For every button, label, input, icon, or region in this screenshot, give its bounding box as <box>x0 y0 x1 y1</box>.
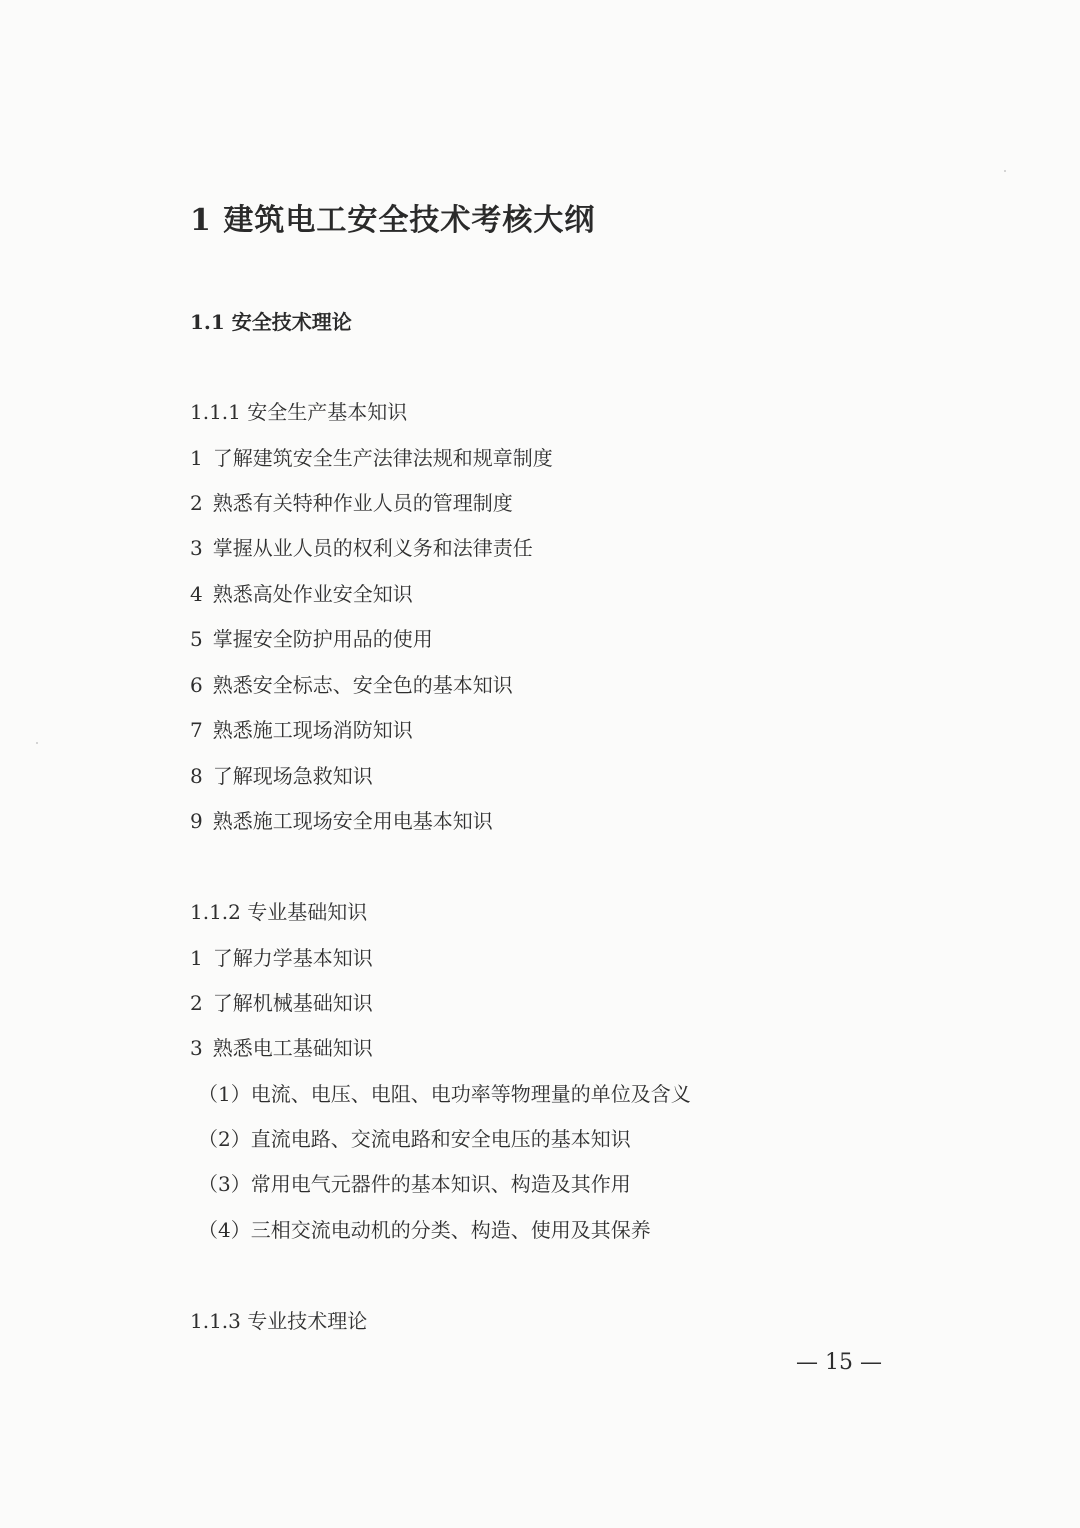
list-item <box>190 533 533 563</box>
list-item <box>190 1033 373 1063</box>
list-item-text: 掌握安全防护用品的使用 <box>212 627 433 651</box>
page-number: — 15 — <box>796 1350 882 1375</box>
list-item-number: 2 <box>190 491 203 515</box>
list-item-number: 9 <box>190 809 203 833</box>
page-title: 1 建筑电工安全技术考核大纲 <box>190 203 596 238</box>
scan-speck <box>36 742 38 744</box>
subsection-heading-1-1-3: 1.1.3 专业技术理论 <box>190 1309 368 1333</box>
list-item-text: 熟悉有关特种作业人员的管理制度 <box>212 491 513 515</box>
list-item-text: 了解现场急救知识 <box>212 764 373 788</box>
list-item <box>190 988 373 1018</box>
list-item-text: 了解建筑安全生产法律法规和规章制度 <box>212 446 553 470</box>
list-item-number: 8 <box>190 764 203 788</box>
list-item <box>190 488 513 518</box>
list-item <box>190 761 373 791</box>
list-item-text: 熟悉施工现场消防知识 <box>212 718 413 742</box>
list-item <box>190 624 433 654</box>
list-item-text: 了解机械基础知识 <box>212 991 373 1015</box>
sub-list-item: （4）三相交流电动机的分类、构造、使用及其保养 <box>198 1218 651 1242</box>
list-item-text: 掌握从业人员的权利义务和法律责任 <box>212 536 533 560</box>
sub-list-item: （3）常用电气元器件的基本知识、构造及其作用 <box>198 1172 631 1196</box>
sub-list-item: （2）直流电路、交流电路和安全电压的基本知识 <box>198 1127 631 1151</box>
list-item <box>190 579 413 609</box>
list-item-text: 熟悉高处作业安全知识 <box>212 582 413 606</box>
scan-speck <box>1004 170 1006 172</box>
list-item-text: 熟悉电工基础知识 <box>212 1036 373 1060</box>
subsection-heading-1-1-1: 1.1.1 安全生产基本知识 <box>190 400 408 424</box>
subsection-heading-1-1-2: 1.1.2 专业基础知识 <box>190 900 368 924</box>
list-item <box>190 670 513 700</box>
list-item-number: 3 <box>190 1036 203 1060</box>
list-item-number: 1 <box>190 446 203 470</box>
list-item-text: 了解力学基本知识 <box>212 946 373 970</box>
list-item <box>190 806 493 836</box>
list-item <box>190 943 373 973</box>
list-item-number: 1 <box>190 946 203 970</box>
list-item-number: 5 <box>190 627 203 651</box>
list-item <box>190 443 553 473</box>
list-item <box>190 715 413 745</box>
list-item-number: 6 <box>190 673 203 697</box>
list-item-text: 熟悉施工现场安全用电基本知识 <box>212 809 493 833</box>
list-item-number: 3 <box>190 536 203 560</box>
list-item-text: 熟悉安全标志、安全色的基本知识 <box>212 673 513 697</box>
list-item-number: 7 <box>190 718 203 742</box>
section-heading-1-1: 1.1 安全技术理论 <box>190 310 352 334</box>
list-item-number: 2 <box>190 991 203 1015</box>
sub-list-item: （1）电流、电压、电阻、电功率等物理量的单位及含义 <box>198 1082 691 1106</box>
list-item-number: 4 <box>190 582 203 606</box>
